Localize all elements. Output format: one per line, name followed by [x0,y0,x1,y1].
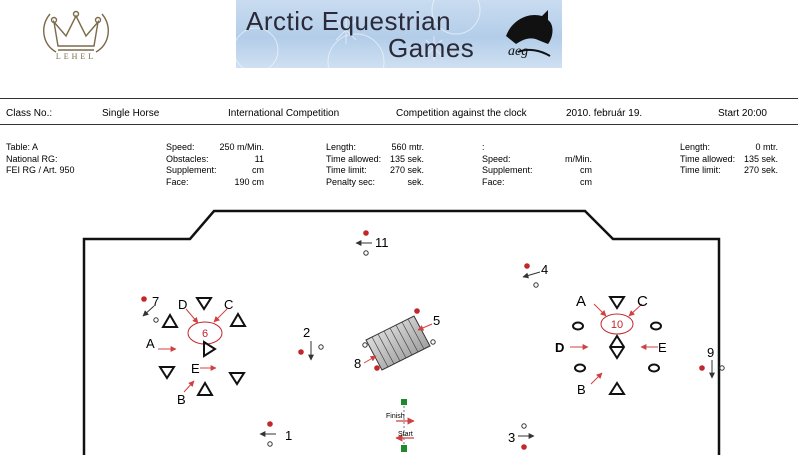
obstacle-number-3: 3 [508,430,516,445]
logo-text: LEHEL [55,52,97,61]
competition-level: International Competition [228,108,340,119]
jumpoff-time-allowed-label: Time allowed: [680,153,736,164]
fei-rule: FEI RG / Art. 950 [6,165,75,175]
obstacle-9 [699,360,724,378]
obstacle-11 [356,230,372,255]
banner-signature: aeg [508,44,529,59]
competition-date: 2010. február 19. [566,108,643,119]
start-label: Start [398,431,413,438]
face-value: 190 cm [234,176,264,187]
circle-right-letter-a: A [576,293,587,310]
circle-left-letter-b: B [177,392,186,407]
circle-right-letter-e: E [658,340,667,355]
jumpoff-time-allowed-value: 135 sek. [743,153,778,164]
finish-label: Finish [386,413,405,420]
speed-value: 250 m/Min. [219,142,264,152]
round1-labels [166,142,217,188]
jumpoff-values [736,142,778,177]
banner-title-line2: Games [388,33,475,63]
obstacle-5-8-triple-bar [363,308,435,371]
start-time: Start 20:00 [718,108,767,119]
course-plan [0,200,798,455]
round1-times-labels [326,142,381,188]
round1-values [216,142,264,188]
circle-left-number: 6 [201,328,209,340]
start-finish-line [396,399,414,452]
time-limit-label: Time limit: [326,165,367,175]
obstacle-4 [523,263,540,287]
class-no: Class No.: [6,108,53,119]
obstacle-2 [298,341,323,360]
jumpoff-time-limit-label: Time limit: [680,165,721,175]
round2-labels [482,142,533,188]
rules-block [6,142,75,177]
round2-speed-value: m/Min. [565,153,592,164]
header-bottom-rule [0,124,798,125]
penalty-label: Penalty sec: [326,176,376,187]
round2-title-label: : [482,142,485,152]
competition-type: Competition against the clock [396,108,527,119]
banner-title-line1: Arctic Equestrian [246,6,452,36]
circle-right-number: 10 [610,319,624,331]
circle-left-letter-e: E [191,361,200,376]
obstacle-number-5: 5 [433,313,441,328]
round2-supplement-value: cm [580,165,592,175]
time-limit-value: 270 sek. [389,165,424,175]
obstacle-number-4: 4 [541,262,549,277]
table-rule: Table: A [6,142,39,152]
time-allowed-label: Time allowed: [326,153,382,164]
face-label: Face: [166,176,189,187]
round2-face-value: cm [580,176,592,187]
obstacle-number-1: 1 [285,428,293,443]
circle-right-letter-b: B [577,382,586,397]
national-rule: National RG: [6,153,58,164]
obstacles-label: Obstacles: [166,153,209,164]
circle-left-letter-a: A [146,336,155,351]
time-allowed-value: 135 sek. [389,153,424,164]
header-top-rule [0,98,798,99]
speed-label: Speed: [166,142,195,152]
obstacles-value: 11 [254,153,264,164]
jumpoff-length-value: 0 mtr. [755,142,778,152]
round2-speed-label: Speed: [482,153,511,164]
penalty-value: sek. [407,176,424,187]
circle-right-letter-d: D [555,340,565,355]
supplement-label: Supplement: [166,165,217,175]
round1-times-values [380,142,424,188]
obstacle-number-7: 7 [152,294,160,309]
obstacle-1 [260,421,276,446]
obstacle-number-8: 8 [354,356,362,371]
circle-left-letter-c: C [224,297,234,312]
jumpoff-labels [680,142,735,177]
round2-values [548,154,592,189]
obstacle-number-11: 11 [375,235,389,250]
round2-supplement-label: Supplement: [482,165,533,175]
supplement-value: cm [252,165,264,175]
horse-type: Single Horse [102,108,160,119]
circle-left-letter-d: D [178,297,188,312]
obstacle-number-2: 2 [303,325,311,340]
obstacle-3 [518,424,534,450]
length-value: 560 mtr. [391,142,424,152]
jumpoff-length-label: Length: [680,142,711,152]
circle-right-10 [570,297,661,394]
obstacle-number-9: 9 [707,345,715,360]
event-banner [236,0,562,68]
circle-right-letter-c: C [637,293,648,310]
length-label: Length: [326,142,357,152]
jumpoff-time-limit-value: 270 sek. [743,165,778,175]
round2-face-label: Face: [482,176,505,187]
